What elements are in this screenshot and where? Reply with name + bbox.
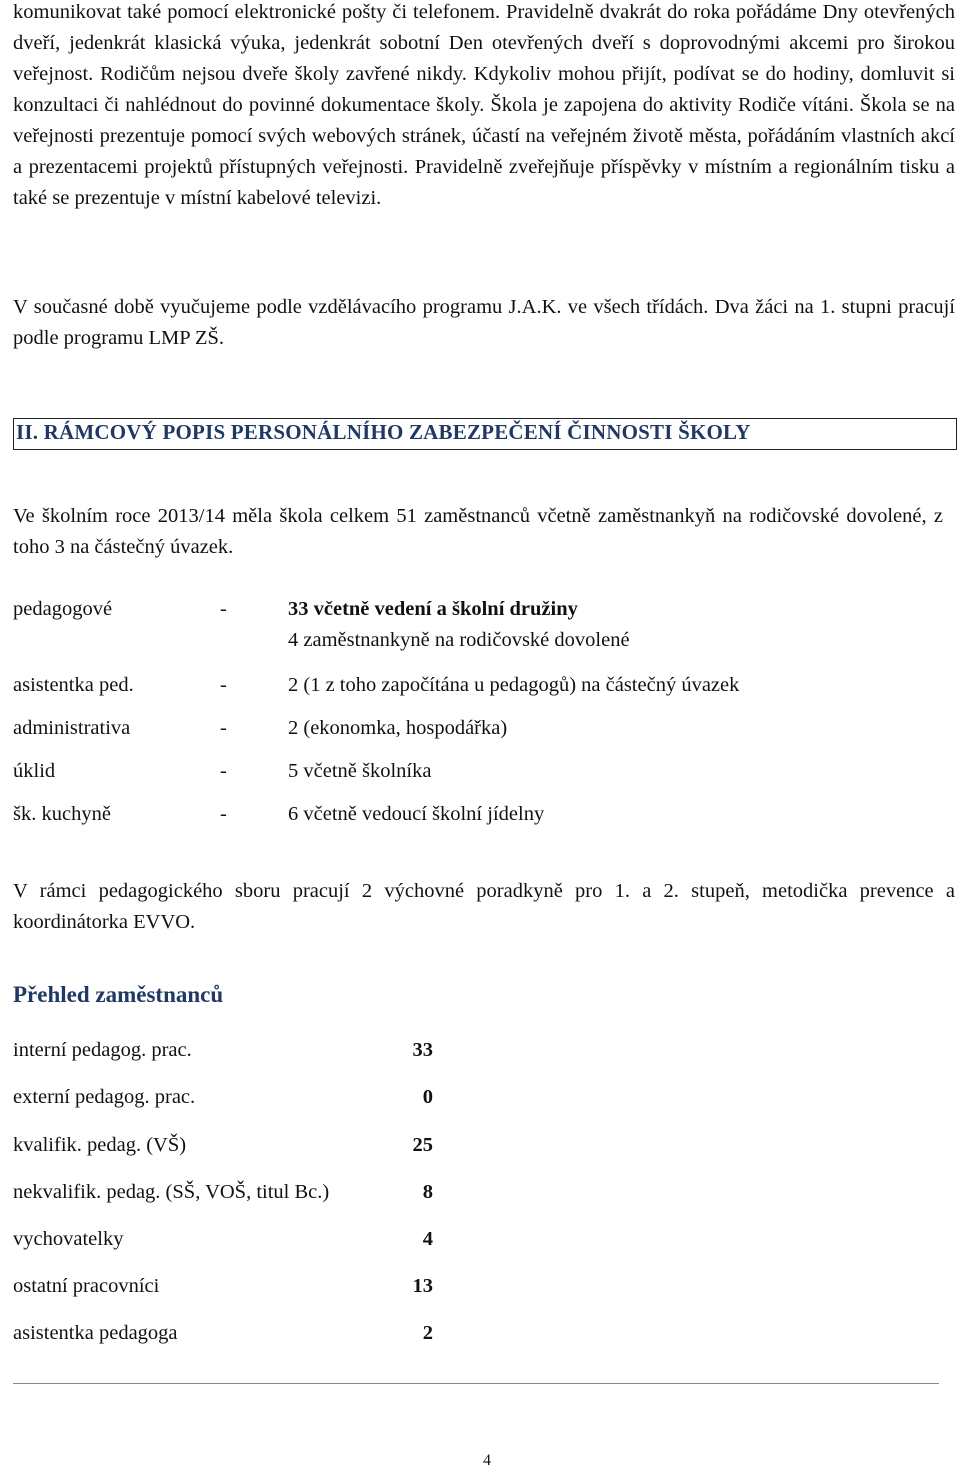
overview-label: nekvalifik. pedag. (SŠ, VOŠ, titul Bc.) (13, 1181, 330, 1203)
staff-category: úklid (13, 760, 56, 782)
overview-value: 0 (422, 1086, 433, 1108)
staff-value: 6 včetně vedoucí školní jídelny (288, 803, 545, 825)
staff-value: 2 (1 z toho započítána u pedagogů) na částečný úvazek (288, 674, 740, 696)
overview-value: 33 (412, 1039, 433, 1061)
staff-dash: - (220, 803, 227, 825)
overview-label: ostatní pracovníci (13, 1275, 160, 1297)
overview-value: 4 (422, 1228, 433, 1250)
staff-dash: - (220, 674, 227, 696)
staff-dash: - (220, 760, 227, 782)
overview-label: vychovatelky (13, 1228, 124, 1250)
overview-label: interní pedagog. prac. (13, 1039, 192, 1061)
staff-category: asistentka ped. (13, 674, 134, 696)
staff-dash: - (220, 717, 227, 739)
staff-value: 2 (ekonomka, hospodářka) (288, 717, 508, 739)
employees-total-paragraph: Ve školním roce 2013/14 měla škola celkem 51 zaměstnanců včetně zaměstnankyň na rodičovské dovolené, z toho 3 na částečný úvazek. (13, 505, 943, 558)
overview-label: asistentka pedagoga (13, 1322, 178, 1344)
section-heading: II. RÁMCOVÝ POPIS PERSONÁLNÍHO ZABEZPEČENÍ ČINNOSTI ŠKOLY (16, 420, 751, 444)
page-number: 4 (483, 1452, 491, 1469)
section-heading-box (13, 418, 957, 450)
staff-value: 33 včetně vedení a školní družiny (288, 598, 578, 620)
program-paragraph: V současné době vyučujeme podle vzdělávacího programu J.A.K. ve všech třídách. Dva žáci na 1. stupni pracují podle programu LMP ZŠ. (13, 296, 955, 349)
overview-value: 8 (422, 1181, 433, 1203)
footer-divider (13, 1383, 939, 1384)
advisors-paragraph: V rámci pedagogického sboru pracují 2 výchovné poradkyně pro 1. a 2. stupeň, metodička prevence a koordinátorka EVVO. (13, 880, 955, 933)
staff-category: administrativa (13, 717, 131, 739)
staff-value: 5 včetně školníka (288, 760, 432, 782)
overview-label: externí pedagog. prac. (13, 1086, 196, 1108)
staff-category: pedagogové (13, 598, 113, 620)
intro-paragraph: komunikovat také pomocí elektronické pošty či telefonem. Pravidelně dvakrát do roka pořádáme Dny otevřených dveří, jedenkrát klasická výuka, jedenkrát sobotní Den otevřených dveří s doprovodnými akcemi pro širokou veřejnost. Rodičům nejsou dveře školy zavřené nikdy. Kdykoliv mohou přijít, podívat se do hodiny, domluvit si konzultaci či nahlédnout do povinné dokumentace školy. Škola je zapojena do aktivity Rodiče vítáni. Škola se na veřejnosti prezentuje pomocí svých webových stránek, účastí na veřejném životě města, pořádáním vlastních akcí a prezentacemi projektů přístupných veřejnosti. Pravidelně zveřejňuje příspěvky v místním a regionálním tisku a také se prezentuje v místní kabelové televizi. (13, 1, 955, 209)
staff-dash: - (220, 598, 227, 620)
overview-title: Přehled zaměstnanců (13, 982, 224, 1007)
overview-value: 13 (412, 1275, 433, 1297)
overview-label: kvalifik. pedag. (VŠ) (13, 1134, 187, 1156)
overview-value: 25 (412, 1134, 433, 1156)
staff-category: šk. kuchyně (13, 803, 111, 825)
overview-value: 2 (422, 1322, 433, 1344)
staff-value-secondary: 4 zaměstnankyně na rodičovské dovolené (288, 629, 630, 651)
